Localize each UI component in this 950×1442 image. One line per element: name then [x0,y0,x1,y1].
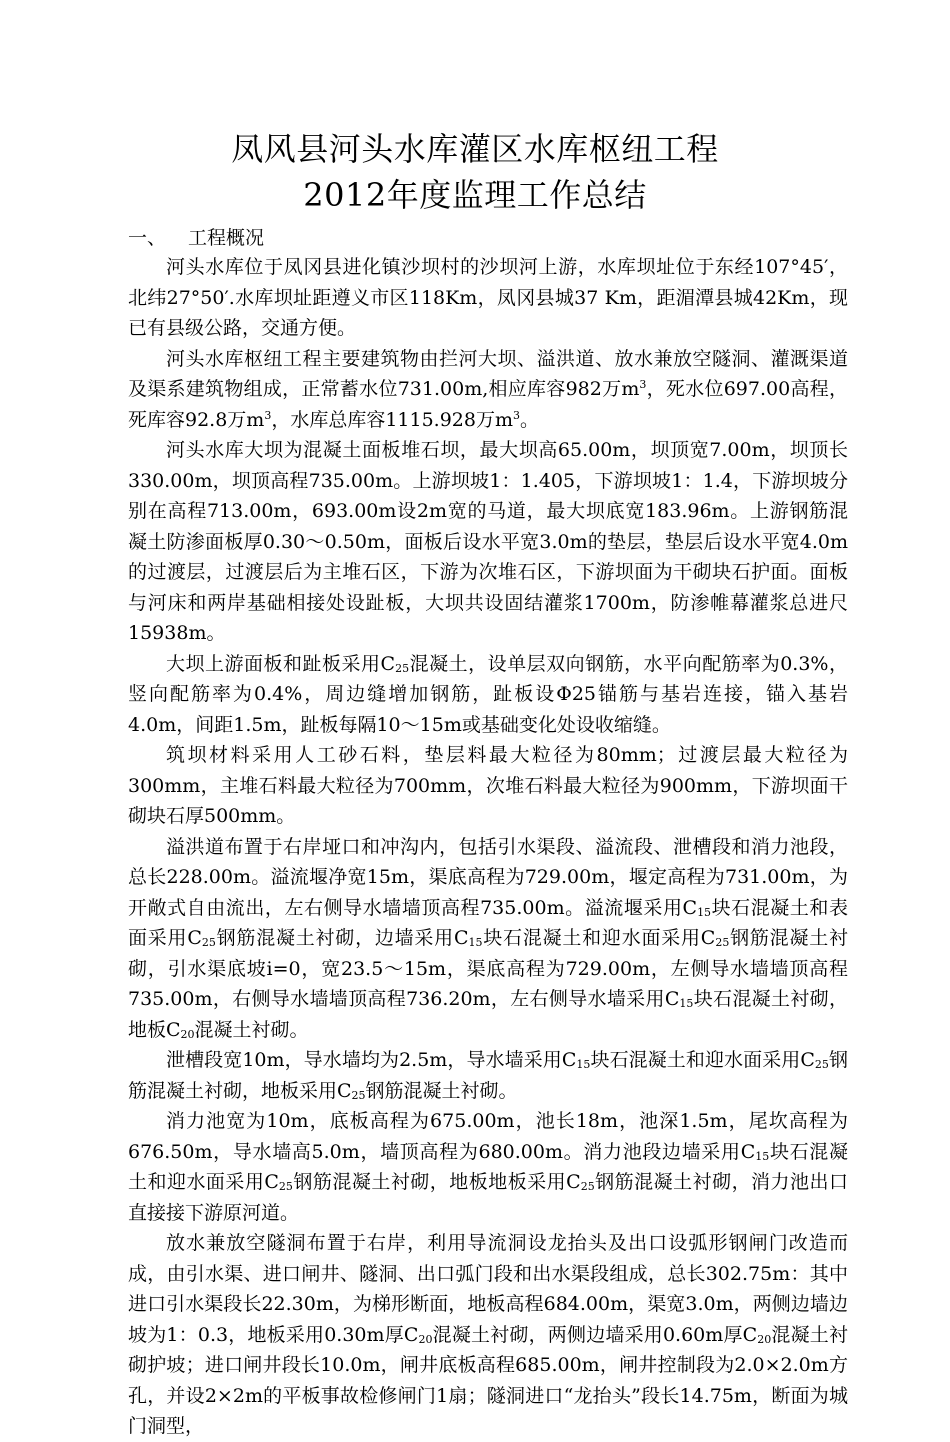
paragraph-tunnel: 放水兼放空隧洞布置于右岸，利用导流洞设龙抬头及出口设弧形钢闸门改造而成，由引水渠、进口闸井、隧洞、出口弧门段和出水渠段组成，总长302.75m：其中进口引水渠段长22.30m，为梯形断面，地板高程684.00m，渠宽3.0m，两侧边墙边坡为1：0.3，地板采用0.30m厚$C_{20}$混凝土衬砌，两侧边墙采用0.60m厚$C_{20}$混凝土衬砌护坡；进口闸井段长10.0m，闸井底板高程685.00m，闸井控制段为2.0×2.0m方孔，并设2×2m的平板事故检修闸门1扇；隧洞进口“龙抬头”段长14.75m，断面为城门洞型， [128,1232,848,1437]
title-line-2: 2012年度监理工作总结 [303,176,647,214]
paragraph-main-structures: 河头水库枢纽工程主要建筑物由拦河大坝、溢洪道、放水兼放空隧洞、灌溉渠道及渠系建筑物组成，正常蓄水位731.00m,相应库容982万$m^3$，死水位697.00高程，死库容92.8万$m^3$，水库总库容1115.928万$m^3$。 [128,347,848,431]
title-line-1: 凤风县河头水库灌区水库枢纽工程 [231,130,719,168]
section-heading-text: 工程概况 [188,227,265,249]
paragraph-face-slab: 大坝上游面板和趾板采用$C_{25}$混凝土，设单层双向钢筋，水平向配筋率为0.3%，竖向配筋率为0.4%，周边缝增加钢筋，趾板设Φ25锚筋与基岩连接，锚入基岩4.0m，间距1.5m，趾板每隔10～15m或基础变化处设收缩缝。 [128,652,848,736]
section-project-overview [128,224,848,1442]
paragraph-stilling-basin: 消力池宽为10m，底板高程为675.00m，池长18m，池深1.5m，尾坎高程为676.50m，导水墙高5.0m，墙顶高程为680.00m。消力池段边墙采用$C_{15}$块石混凝土和迎水面采用$C_{25}$钢筋混凝土衬砌，地板地板采用$C_{25}$钢筋混凝土衬砌，消力池出口直接接下游原河道。 [128,1110,848,1224]
section-heading [128,224,848,252]
paragraph-spillway: 溢洪道布置于右岸垭口和冲沟内，包括引水渠段、溢流段、泄槽段和消力池段，总长228.00m。溢流堰净宽15m，渠底高程为729.00m，堰定高程为731.00m，为开敞式自由流出，左右侧导水墙墙顶高程735.00m。溢流堰采用$C_{15}$块石混凝土和表面采用$C_{25}$钢筋混凝土衬砌，边墙采用$C_{15}$块石混凝土和迎水面采用$C_{25}$钢筋混凝土衬砌，引水渠底坡i=0，宽23.5～15m，渠底高程为729.00m，左侧导水墙墙顶高程735.00m，右侧导水墙墙顶高程736.20m，左右侧导水墙采用$C_{15}$块石混凝土衬砌，地板$C_{20}$混凝土衬砌。 [128,835,848,1041]
section-number: 一、 [128,227,167,249]
paragraph-materials: 筑坝材料采用人工砂石料，垫层料最大粒径为80mm；过渡层最大粒径为300mm，主堆石料最大粒径为700mm，次堆石料最大粒径为900mm，下游坝面干砌块石厚500mm。 [128,744,848,827]
paragraph-chute: 泄槽段宽10m，导水墙均为2.5m，导水墙采用$C_{15}$块石混凝土和迎水面采用$C_{25}$钢筋混凝土衬砌，地板采用$C_{25}$钢筋混凝土衬砌。 [128,1049,848,1102]
paragraph-dam: 河头水库大坝为混凝土面板堆石坝，最大坝高65.00m，坝顶宽7.00m，坝顶长330.00m，坝顶高程735.00m。上游坝坡1：1.405，下游坝坡1：1.4，下游坝坡分别在高程713.00m，693.00m设2m宽的马道，最大坝底宽183.96m。上游钢筋混凝土防渗面板厚0.30～0.50m，面板后设水平宽3.0m的垫层，垫层后设水平宽4.0m的过渡层，过渡层后为主堆石区，下游为次堆石区，下游坝面为干砌块石护面。面板与河床和两岸基础相接处设趾板，大坝共设固结灌浆1700m，防渗帷幕灌浆总进尺15938m。 [128,439,848,644]
paragraph-location: 河头水库位于凤冈县进化镇沙坝村的沙坝河上游，水库坝址位于东经107°45′，北纬27°50′.水库坝址距遵义市区118Km，凤冈县城37 Km，距湄潭县城42Km，现已有县级公路，交通方便。 [128,256,848,339]
document-title [0,126,950,218]
